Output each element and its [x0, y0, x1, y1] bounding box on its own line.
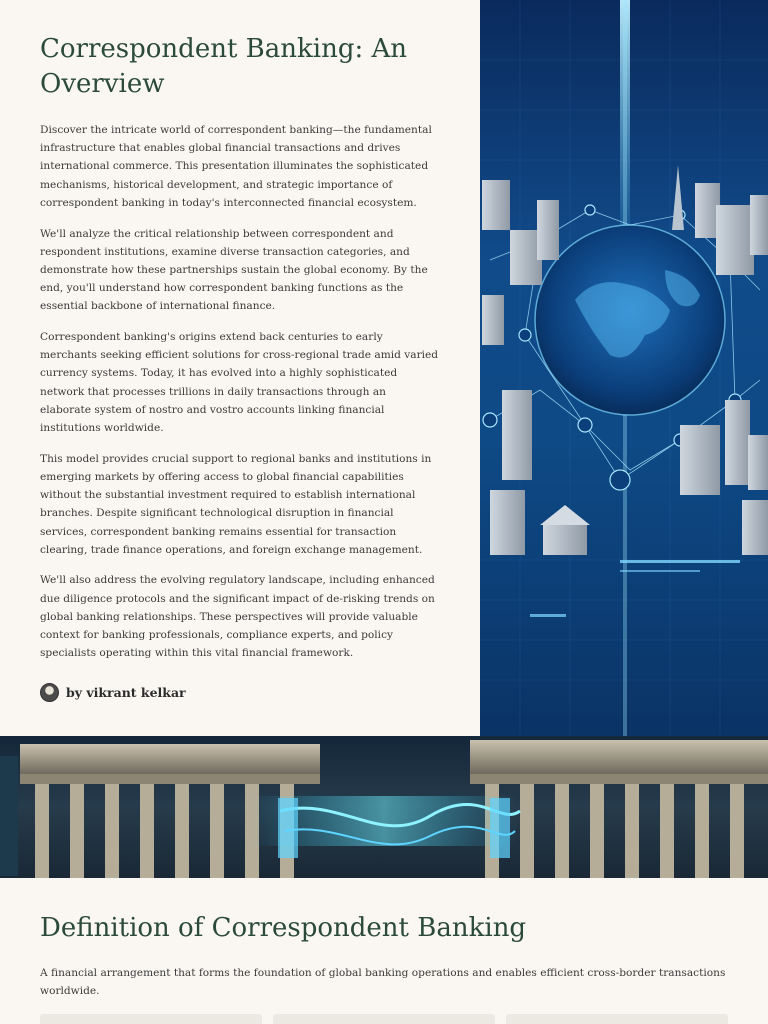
paragraph: Correspondent banking's origins extend back centuries to early merchants seeking efficient solutions for cross-regional trade amid varied currency systems. Today, it has evolved into a highly sophisticated network that processes trillions in daily transactions through an elaborate system of nostro and vostro accounts linking financial institutions worldwide. — [40, 331, 439, 435]
paragraph: We'll analyze the critical relationship between correspondent and respondent institutions, examine diverse transaction categories, and demonstrate how these partnerships sustain the global economy. By the end, you'll understand how correspondent banking functions as the essential backbone of international finance. — [40, 227, 428, 313]
paragraph: We'll also address the evolving regulatory landscape, including enhanced due diligence protocols and the significant impact of de-risking trends on global banking relationships. These perspectives will provide valuable context for banking professionals, compliance experts, and policy specialists operating within this vital financial framework. — [40, 574, 435, 660]
definition-section — [0, 878, 768, 1024]
global-network-illustration — [480, 0, 768, 736]
hero-illustration — [480, 0, 768, 736]
section-title: Definition of Correspondent Banking — [40, 913, 527, 943]
definition-card — [273, 1014, 495, 1024]
intro-paragraphs — [40, 121, 440, 675]
cover-text-column — [0, 0, 480, 736]
definition-card — [40, 1014, 262, 1024]
author-name: by vikrant kelkar — [66, 685, 186, 700]
avatar-icon — [40, 683, 59, 702]
paragraph: Discover the intricate world of correspondent banking—the fundamental infrastructure that enables global financial transactions and drives international commerce. This presentation illuminates the sophisticated mechanisms, historical development, and strategic importance of correspondent banking in today's interconnected financial ecosystem. — [40, 124, 432, 209]
page-title: Correspondent Banking: An Overview — [40, 34, 408, 99]
section-intro: A financial arrangement that forms the foundation of global banking operations and enables efficient cross-border transactions worldwide. — [40, 967, 726, 997]
author-byline[interactable] — [40, 683, 186, 702]
definition-card — [506, 1014, 728, 1024]
banking-banner-illustration — [0, 736, 768, 878]
paragraph: This model provides crucial support to regional banks and institutions in emerging markets by offering access to global financial capabilities without the substantial investment required to establish international branches. Despite significant technological disruption in financial services, correspondent banking remains essential for transaction clearing, trade finance operations, and foreign exchange management. — [40, 452, 432, 556]
bank-facades-illustration — [0, 736, 768, 878]
